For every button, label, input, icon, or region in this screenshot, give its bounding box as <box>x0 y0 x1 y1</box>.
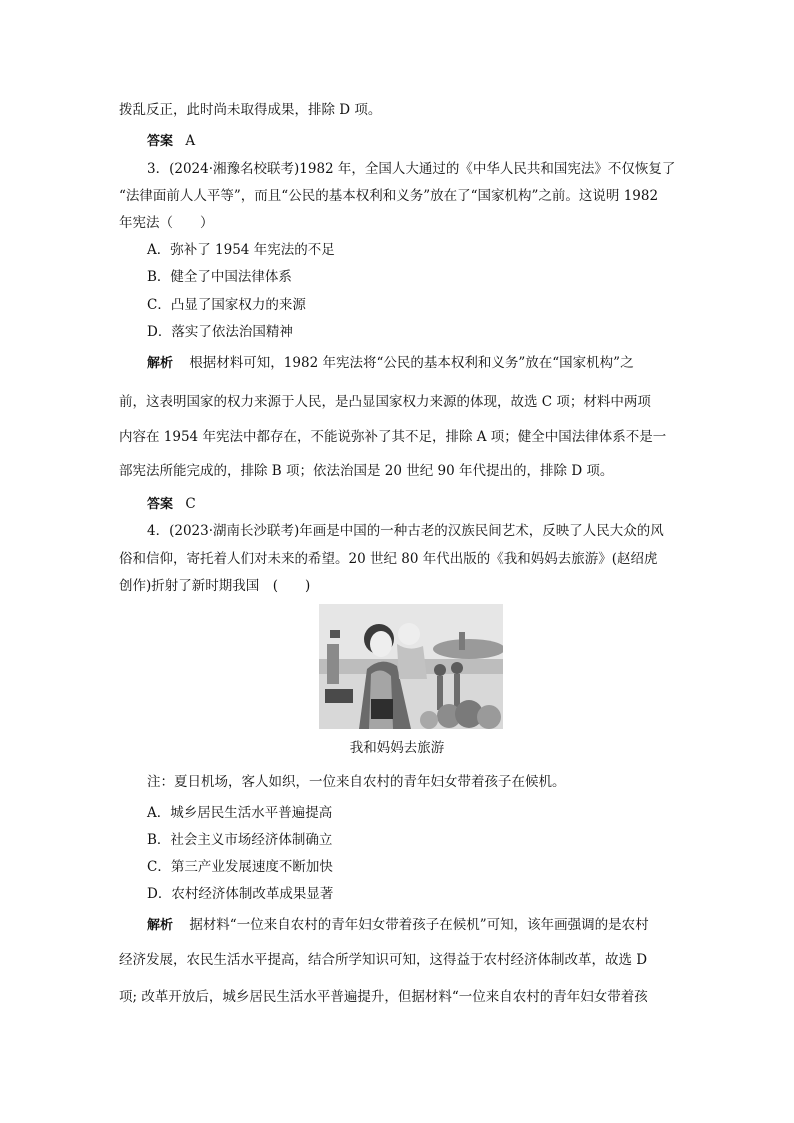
question-3-stem-line: 3．(2024·湘豫名校联考)1982 年，全国人大通过的《中华人民共和国宪法》不仅恢复了 <box>147 161 676 177</box>
question-3-analysis-line: 部宪法所能完成的，排除 B 项；依法治国是 20 世纪 90 年代提出的，排除 D 项。 <box>119 463 614 479</box>
question-3-stem-line: 年宪法（ ） <box>119 215 214 231</box>
question-4-option-b: B．社会主义市场经济体制确立 <box>147 832 333 848</box>
analysis-text: 根据材料可知，1982 年宪法将“公民的基本权利和义务”放在“国家机构”之 <box>189 355 634 371</box>
answer-label: 答案 <box>147 497 174 512</box>
question-3-stem-line: “法律面前人人平等”，而且“公民的基本权利和义务”放在了“国家机构”之前。这说明 1982 <box>119 188 659 204</box>
question-4-stem-line: 创作)折射了新时期我国 ( ) <box>119 578 311 594</box>
analysis-label: 解析 <box>147 918 174 933</box>
image-note: 注：夏日机场，客人如织，一位来自农村的青年妇女带着孩子在候机。 <box>147 774 566 790</box>
answer-value: A <box>185 133 196 149</box>
new-year-painting-image <box>319 604 503 729</box>
question-4-stem-line: 俗和信仰，寄托着人们对未来的希望。20 世纪 80 年代出版的《我和妈妈去旅游》(赵绍虎 <box>119 551 658 567</box>
question-4-analysis-line: 经济发展，农民生活水平提高，结合所学知识可知，这得益于农村经济体制改革，故选 D <box>119 952 648 968</box>
analysis-text: 据材料“一位来自农村的青年妇女带着孩子在候机”可知，该年画强调的是农村 <box>189 917 649 933</box>
question-3-option-c: C．凸显了国家权力的来源 <box>147 297 306 313</box>
question-4-analysis-line: 项; 改革开放后，城乡居民生活水平普遍提升，但据材料“一位来自农村的青年妇女带着孩 <box>119 989 648 1005</box>
answer-line-q2 <box>147 131 195 152</box>
answer-line-q3 <box>147 494 196 515</box>
question-4-stem-line: 4．(2023·湖南长沙联考)年画是中国的一种古老的汉族民间艺术，反映了人民大众的风 <box>147 523 664 539</box>
question-3-option-a: A．弥补了 1954 年宪法的不足 <box>147 242 335 258</box>
image-caption: 我和妈妈去旅游 <box>349 740 445 756</box>
analysis-label: 解析 <box>147 356 174 371</box>
question-4-analysis-line <box>147 915 649 936</box>
painting-illustration <box>319 604 503 729</box>
question-3-analysis-line: 前，这表明国家的权力来源于人民，是凸显国家权力来源的体现，故选 C 项；材料中两项 <box>119 394 651 410</box>
question-3-option-d: D．落实了依法治国精神 <box>147 324 293 340</box>
question-4-option-c: C．第三产业发展速度不断加快 <box>147 859 333 875</box>
question-4-option-d: D．农村经济体制改革成果显著 <box>147 886 334 902</box>
answer-value: C <box>185 496 196 512</box>
text-line: 拨乱反正，此时尚未取得成果，排除 D 项。 <box>119 102 382 118</box>
question-3-analysis-line: 内容在 1954 年宪法中都存在，不能说弥补了其不足，排除 A 项；健全中国法律体系不是一 <box>119 429 667 445</box>
question-3-analysis-line <box>147 353 634 374</box>
question-4-option-a: A．城乡居民生活水平普遍提高 <box>147 805 333 821</box>
question-3-option-b: B．健全了中国法律体系 <box>147 269 292 285</box>
answer-label: 答案 <box>147 134 174 149</box>
